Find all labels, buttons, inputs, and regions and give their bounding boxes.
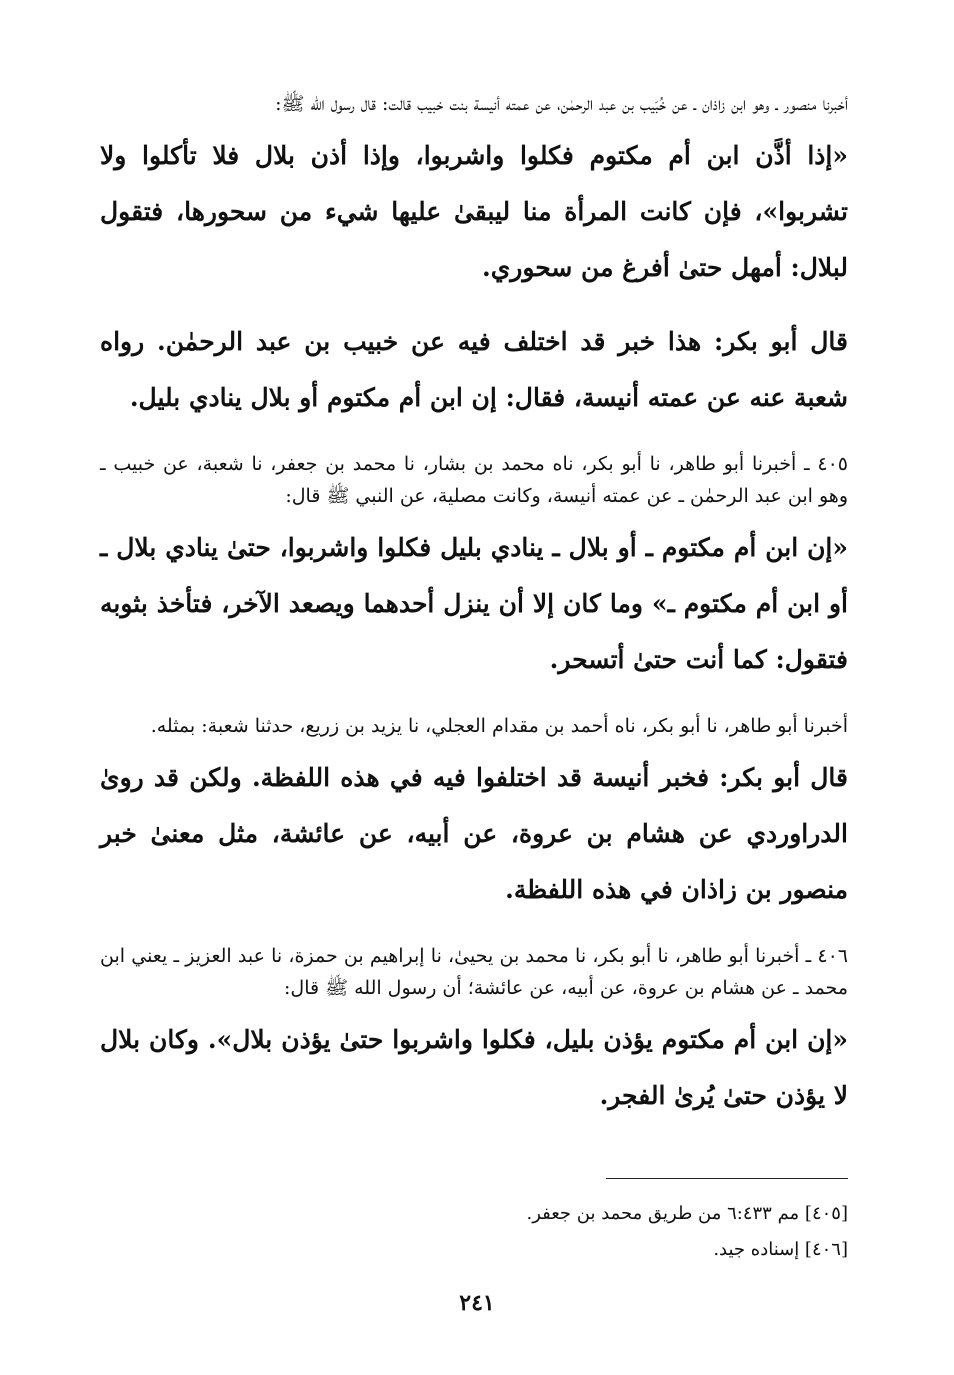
isnad-paragraph: أخبرنا منصور ـ وهو ابن زاذان ـ عن خُبَيب بن عبد الرحمٰن، عن عمته أنيسة بنت خبيب قالت: قال رسول الله ﷺ:	[275, 93, 848, 115]
hadith-405-text: «إن ابن أم مكتوم ـ أو بلال ـ ينادي بليل فكلوا واشربوا، حتىٰ ينادي بلال ـ أو ابن أم مكتوم ـ» وما كان إلا أن ينزل أحدهما ويصعد الآخر، فتأخذ بثوبه فتقول: كما أنت حتىٰ أتسحر.	[100, 533, 848, 674]
hadith-405-isnad: ٤٠٥ ـ أخبرنا أبو طاهر، نا أبو بكر، ناه محمد بن بشار، نا محمد بن جعفر، نا شعبة، عن خبيب ـ وهو ابن عبد الرحمٰن ـ عن عمته أنيسة، وكانت مصلية، عن النبي ﷺ قال:	[100, 453, 848, 507]
hadith-406-text: «إن ابن أم مكتوم يؤذن بليل، فكلوا واشربوا حتىٰ يؤذن بلال». وكان بلال لا يؤذن حتىٰ يُرىٰ الفجر.	[100, 1025, 848, 1110]
hadith-406-isnad: ٤٠٦ ـ أخبرنا أبو طاهر، نا أبو بكر، نا محمد بن يحيىٰ، نا إبراهيم بن حمزة، نا عبد العزيز ـ يعني ابن محمد ـ عن هشام بن عروة، عن أبيه، عن عائشة؛ أن رسول الله ﷺ قال:	[100, 945, 848, 999]
footnotes	[248, 1196, 848, 1268]
page-body	[100, 88, 848, 1124]
commentary-paragraph: قال أبو بكر: هذا خبر قد اختلف فيه عن خبيب بن عبد الرحمٰن. رواه شعبة عنه عن عمته أنيسة، فقال: إن ابن أم مكتوم أو بلال ينادي بليل.	[100, 327, 848, 412]
commentary-paragraph: قال أبو بكر: فخبر أنيسة قد اختلفوا فيه في هذه اللفظة. ولكن قد روىٰ الدراوردي عن هشام بن عروة، عن أبيه، عن عائشة، مثل معنىٰ خبر منصور بن زاذان في هذه اللفظة.	[100, 763, 848, 904]
footnote-item: [٤٠٥] مم ٦:٤٣٣ من طريق محمد بن جعفر.	[526, 1203, 848, 1224]
footnote-divider	[606, 1178, 848, 1179]
footnote-item: [٤٠٦] إسناده جيد.	[713, 1239, 848, 1260]
isnad-paragraph: أخبرنا أبو طاهر، نا أبو بكر، ناه أحمد بن مقدام العجلي، نا يزيد بن زريع، حدثنا شعبة: بمثله.	[150, 715, 848, 737]
hadith-text: «إذا أذَّن ابن أم مكتوم فكلوا واشربوا، وإذا أذن بلال فلا تأكلوا ولا تشربوا»، فإن كانت المرأة منا ليبقىٰ عليها شيء من سحورها، فتقول لبلال: أمهل حتىٰ أفرغ من سحوري.	[100, 141, 848, 282]
page-number: ٢٤١	[459, 1290, 495, 1316]
